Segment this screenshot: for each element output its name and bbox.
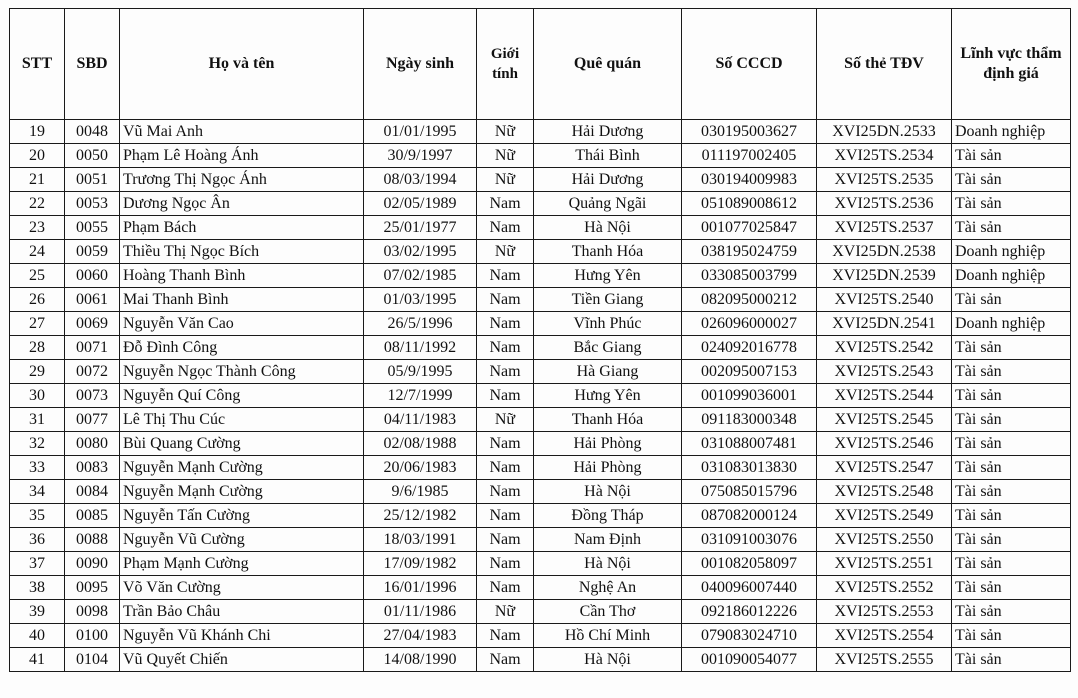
cell-stt: 25: [10, 264, 65, 288]
candidate-table: [9, 8, 1071, 672]
cell-name: Vũ Quyết Chiến: [120, 648, 364, 672]
cell-name: Lê Thị Thu Cúc: [120, 408, 364, 432]
cell-home: Vĩnh Phúc: [534, 312, 682, 336]
cell-dob: 07/02/1985: [364, 264, 477, 288]
cell-sex: Nam: [477, 312, 534, 336]
cell-field: Tài sản: [952, 528, 1071, 552]
cell-card: XVI25DN.2541: [817, 312, 952, 336]
cell-stt: 38: [10, 576, 65, 600]
cell-dob: 25/12/1982: [364, 504, 477, 528]
cell-cccd: 092186012226: [682, 600, 817, 624]
table-row: [10, 144, 1071, 168]
table-body: [10, 120, 1071, 672]
cell-field: Tài sản: [952, 216, 1071, 240]
table-row: [10, 552, 1071, 576]
cell-sbd: 0071: [65, 336, 120, 360]
cell-card: XVI25TS.2549: [817, 504, 952, 528]
table-row: [10, 504, 1071, 528]
cell-name: Nguyễn Văn Cao: [120, 312, 364, 336]
cell-sbd: 0061: [65, 288, 120, 312]
cell-field: Doanh nghiệp: [952, 120, 1071, 144]
cell-dob: 9/6/1985: [364, 480, 477, 504]
cell-card: XVI25TS.2540: [817, 288, 952, 312]
cell-dob: 17/09/1982: [364, 552, 477, 576]
cell-sex: Nữ: [477, 144, 534, 168]
cell-dob: 18/03/1991: [364, 528, 477, 552]
table-row: [10, 600, 1071, 624]
cell-dob: 02/05/1989: [364, 192, 477, 216]
cell-cccd: 030195003627: [682, 120, 817, 144]
cell-name: Phạm Mạnh Cường: [120, 552, 364, 576]
cell-sex: Nam: [477, 624, 534, 648]
cell-card: XVI25TS.2552: [817, 576, 952, 600]
cell-sbd: 0100: [65, 624, 120, 648]
header-stt: STT: [10, 9, 65, 120]
table-row: [10, 576, 1071, 600]
cell-sex: Nam: [477, 360, 534, 384]
cell-stt: 32: [10, 432, 65, 456]
cell-dob: 26/5/1996: [364, 312, 477, 336]
header-ngay-sinh: Ngày sinh: [364, 9, 477, 120]
cell-home: Đồng Tháp: [534, 504, 682, 528]
cell-dob: 01/11/1986: [364, 600, 477, 624]
cell-field: Tài sản: [952, 600, 1071, 624]
cell-field: Tài sản: [952, 288, 1071, 312]
cell-sex: Nữ: [477, 120, 534, 144]
cell-dob: 02/08/1988: [364, 432, 477, 456]
cell-card: XVI25TS.2536: [817, 192, 952, 216]
header-linh-vuc: Lĩnh vực thẩm định giá: [952, 9, 1071, 120]
cell-sex: Nữ: [477, 240, 534, 264]
table-row: [10, 360, 1071, 384]
cell-stt: 34: [10, 480, 65, 504]
cell-home: Tiền Giang: [534, 288, 682, 312]
cell-dob: 04/11/1983: [364, 408, 477, 432]
cell-sex: Nam: [477, 216, 534, 240]
cell-name: Đỗ Đình Công: [120, 336, 364, 360]
cell-sbd: 0088: [65, 528, 120, 552]
cell-sbd: 0095: [65, 576, 120, 600]
cell-sex: Nam: [477, 192, 534, 216]
cell-field: Tài sản: [952, 360, 1071, 384]
cell-cccd: 031088007481: [682, 432, 817, 456]
cell-cccd: 079083024710: [682, 624, 817, 648]
cell-sex: Nam: [477, 384, 534, 408]
cell-dob: 16/01/1996: [364, 576, 477, 600]
cell-field: Tài sản: [952, 504, 1071, 528]
cell-field: Tài sản: [952, 168, 1071, 192]
header-so-the: Số thẻ TĐV: [817, 9, 952, 120]
cell-card: XVI25DN.2533: [817, 120, 952, 144]
cell-dob: 14/08/1990: [364, 648, 477, 672]
cell-field: Doanh nghiệp: [952, 312, 1071, 336]
cell-stt: 26: [10, 288, 65, 312]
cell-card: XVI25TS.2543: [817, 360, 952, 384]
table-row: [10, 168, 1071, 192]
cell-stt: 22: [10, 192, 65, 216]
cell-stt: 20: [10, 144, 65, 168]
cell-sbd: 0055: [65, 216, 120, 240]
cell-field: Tài sản: [952, 624, 1071, 648]
cell-sex: Nam: [477, 288, 534, 312]
table-row: [10, 240, 1071, 264]
cell-cccd: 031091003076: [682, 528, 817, 552]
cell-cccd: 001090054077: [682, 648, 817, 672]
cell-stt: 28: [10, 336, 65, 360]
cell-stt: 30: [10, 384, 65, 408]
cell-sbd: 0104: [65, 648, 120, 672]
cell-dob: 08/11/1992: [364, 336, 477, 360]
table-row: [10, 432, 1071, 456]
cell-field: Tài sản: [952, 456, 1071, 480]
cell-sbd: 0073: [65, 384, 120, 408]
cell-home: Hải Dương: [534, 120, 682, 144]
cell-field: Tài sản: [952, 192, 1071, 216]
cell-home: Hưng Yên: [534, 264, 682, 288]
cell-cccd: 011197002405: [682, 144, 817, 168]
cell-sbd: 0083: [65, 456, 120, 480]
cell-cccd: 001077025847: [682, 216, 817, 240]
cell-name: Nguyễn Ngọc Thành Công: [120, 360, 364, 384]
cell-sbd: 0048: [65, 120, 120, 144]
cell-sbd: 0051: [65, 168, 120, 192]
cell-dob: 30/9/1997: [364, 144, 477, 168]
cell-dob: 05/9/1995: [364, 360, 477, 384]
table-row: [10, 384, 1071, 408]
cell-field: Tài sản: [952, 144, 1071, 168]
cell-name: Trần Bảo Châu: [120, 600, 364, 624]
table-row: [10, 456, 1071, 480]
cell-sbd: 0053: [65, 192, 120, 216]
header-so-cccd: Số CCCD: [682, 9, 817, 120]
cell-home: Hà Nội: [534, 216, 682, 240]
cell-card: XVI25DN.2539: [817, 264, 952, 288]
cell-field: Doanh nghiệp: [952, 240, 1071, 264]
cell-sex: Nam: [477, 504, 534, 528]
cell-sex: Nam: [477, 528, 534, 552]
cell-name: Hoàng Thanh Bình: [120, 264, 364, 288]
cell-name: Thiều Thị Ngọc Bích: [120, 240, 364, 264]
cell-sbd: 0050: [65, 144, 120, 168]
header-ho-ten: Họ và tên: [120, 9, 364, 120]
cell-stt: 31: [10, 408, 65, 432]
cell-cccd: 051089008612: [682, 192, 817, 216]
table-row: [10, 624, 1071, 648]
cell-stt: 24: [10, 240, 65, 264]
cell-sex: Nam: [477, 264, 534, 288]
cell-home: Hải Dương: [534, 168, 682, 192]
cell-card: XVI25TS.2554: [817, 624, 952, 648]
cell-cccd: 031083013830: [682, 456, 817, 480]
cell-field: Doanh nghiệp: [952, 264, 1071, 288]
cell-sbd: 0084: [65, 480, 120, 504]
table-row: [10, 648, 1071, 672]
cell-dob: 20/06/1983: [364, 456, 477, 480]
cell-cccd: 026096000027: [682, 312, 817, 336]
cell-sbd: 0077: [65, 408, 120, 432]
cell-field: Tài sản: [952, 408, 1071, 432]
header-sbd: SBD: [65, 9, 120, 120]
cell-dob: 27/04/1983: [364, 624, 477, 648]
cell-cccd: 082095000212: [682, 288, 817, 312]
cell-card: XVI25TS.2544: [817, 384, 952, 408]
cell-stt: 27: [10, 312, 65, 336]
cell-cccd: 033085003799: [682, 264, 817, 288]
cell-card: XVI25TS.2547: [817, 456, 952, 480]
table-row: [10, 264, 1071, 288]
cell-home: Nam Định: [534, 528, 682, 552]
cell-card: XVI25TS.2550: [817, 528, 952, 552]
cell-stt: 33: [10, 456, 65, 480]
cell-name: Trương Thị Ngọc Ánh: [120, 168, 364, 192]
cell-dob: 01/01/1995: [364, 120, 477, 144]
cell-name: Nguyễn Mạnh Cường: [120, 456, 364, 480]
cell-stt: 39: [10, 600, 65, 624]
header-row: [10, 9, 1071, 120]
cell-field: Tài sản: [952, 432, 1071, 456]
cell-card: XVI25TS.2553: [817, 600, 952, 624]
cell-home: Bắc Giang: [534, 336, 682, 360]
cell-home: Hải Phòng: [534, 432, 682, 456]
cell-cccd: 038195024759: [682, 240, 817, 264]
cell-card: XVI25TS.2535: [817, 168, 952, 192]
cell-stt: 41: [10, 648, 65, 672]
cell-stt: 19: [10, 120, 65, 144]
cell-sex: Nam: [477, 456, 534, 480]
cell-name: Mai Thanh Bình: [120, 288, 364, 312]
table-row: [10, 120, 1071, 144]
cell-home: Thái Bình: [534, 144, 682, 168]
cell-sbd: 0060: [65, 264, 120, 288]
cell-home: Thanh Hóa: [534, 408, 682, 432]
cell-sbd: 0072: [65, 360, 120, 384]
cell-home: Quảng Ngãi: [534, 192, 682, 216]
cell-cccd: 091183000348: [682, 408, 817, 432]
cell-cccd: 075085015796: [682, 480, 817, 504]
cell-card: XVI25TS.2555: [817, 648, 952, 672]
cell-sex: Nam: [477, 552, 534, 576]
cell-stt: 37: [10, 552, 65, 576]
cell-sbd: 0080: [65, 432, 120, 456]
cell-sex: Nữ: [477, 168, 534, 192]
cell-sbd: 0085: [65, 504, 120, 528]
cell-sex: Nam: [477, 576, 534, 600]
cell-card: XVI25TS.2545: [817, 408, 952, 432]
cell-name: Võ Văn Cường: [120, 576, 364, 600]
cell-dob: 01/03/1995: [364, 288, 477, 312]
table-row: [10, 192, 1071, 216]
cell-cccd: 001082058097: [682, 552, 817, 576]
header-gioi-tinh: Giới tính: [477, 9, 534, 120]
cell-stt: 29: [10, 360, 65, 384]
table-row: [10, 312, 1071, 336]
cell-cccd: 030194009983: [682, 168, 817, 192]
cell-home: Cần Thơ: [534, 600, 682, 624]
cell-stt: 23: [10, 216, 65, 240]
cell-dob: 08/03/1994: [364, 168, 477, 192]
cell-card: XVI25TS.2534: [817, 144, 952, 168]
cell-field: Tài sản: [952, 336, 1071, 360]
cell-field: Tài sản: [952, 384, 1071, 408]
cell-name: Nguyễn Vũ Khánh Chi: [120, 624, 364, 648]
cell-home: Hà Giang: [534, 360, 682, 384]
cell-stt: 36: [10, 528, 65, 552]
cell-name: Dương Ngọc Ân: [120, 192, 364, 216]
cell-home: Hưng Yên: [534, 384, 682, 408]
cell-cccd: 087082000124: [682, 504, 817, 528]
cell-cccd: 040096007440: [682, 576, 817, 600]
cell-name: Nguyễn Quí Công: [120, 384, 364, 408]
cell-sbd: 0090: [65, 552, 120, 576]
cell-home: Hà Nội: [534, 552, 682, 576]
cell-name: Bùi Quang Cường: [120, 432, 364, 456]
cell-home: Hồ Chí Minh: [534, 624, 682, 648]
cell-sbd: 0098: [65, 600, 120, 624]
table-row: [10, 216, 1071, 240]
cell-home: Hà Nội: [534, 480, 682, 504]
cell-cccd: 001099036001: [682, 384, 817, 408]
header-que-quan: Quê quán: [534, 9, 682, 120]
cell-sex: Nữ: [477, 408, 534, 432]
cell-stt: 40: [10, 624, 65, 648]
cell-stt: 35: [10, 504, 65, 528]
table-row: [10, 408, 1071, 432]
cell-sex: Nam: [477, 648, 534, 672]
cell-sex: Nữ: [477, 600, 534, 624]
table-row: [10, 480, 1071, 504]
cell-name: Nguyễn Tấn Cường: [120, 504, 364, 528]
cell-name: Nguyễn Vũ Cường: [120, 528, 364, 552]
cell-dob: 03/02/1995: [364, 240, 477, 264]
cell-home: Nghệ An: [534, 576, 682, 600]
table-row: [10, 528, 1071, 552]
cell-name: Phạm Bách: [120, 216, 364, 240]
cell-field: Tài sản: [952, 576, 1071, 600]
cell-card: XVI25TS.2548: [817, 480, 952, 504]
cell-card: XVI25TS.2542: [817, 336, 952, 360]
cell-card: XVI25TS.2546: [817, 432, 952, 456]
cell-sex: Nam: [477, 480, 534, 504]
cell-cccd: 002095007153: [682, 360, 817, 384]
cell-sbd: 0059: [65, 240, 120, 264]
cell-home: Thanh Hóa: [534, 240, 682, 264]
table-row: [10, 288, 1071, 312]
cell-dob: 25/01/1977: [364, 216, 477, 240]
cell-name: Phạm Lê Hoàng Ánh: [120, 144, 364, 168]
table-row: [10, 336, 1071, 360]
cell-sex: Nam: [477, 336, 534, 360]
cell-card: XVI25DN.2538: [817, 240, 952, 264]
cell-stt: 21: [10, 168, 65, 192]
cell-home: Hà Nội: [534, 648, 682, 672]
cell-dob: 12/7/1999: [364, 384, 477, 408]
cell-sex: Nam: [477, 432, 534, 456]
cell-sbd: 0069: [65, 312, 120, 336]
cell-field: Tài sản: [952, 552, 1071, 576]
cell-field: Tài sản: [952, 480, 1071, 504]
cell-field: Tài sản: [952, 648, 1071, 672]
cell-name: Vũ Mai Anh: [120, 120, 364, 144]
cell-card: XVI25TS.2537: [817, 216, 952, 240]
cell-card: XVI25TS.2551: [817, 552, 952, 576]
cell-name: Nguyễn Mạnh Cường: [120, 480, 364, 504]
cell-home: Hải Phòng: [534, 456, 682, 480]
cell-cccd: 024092016778: [682, 336, 817, 360]
